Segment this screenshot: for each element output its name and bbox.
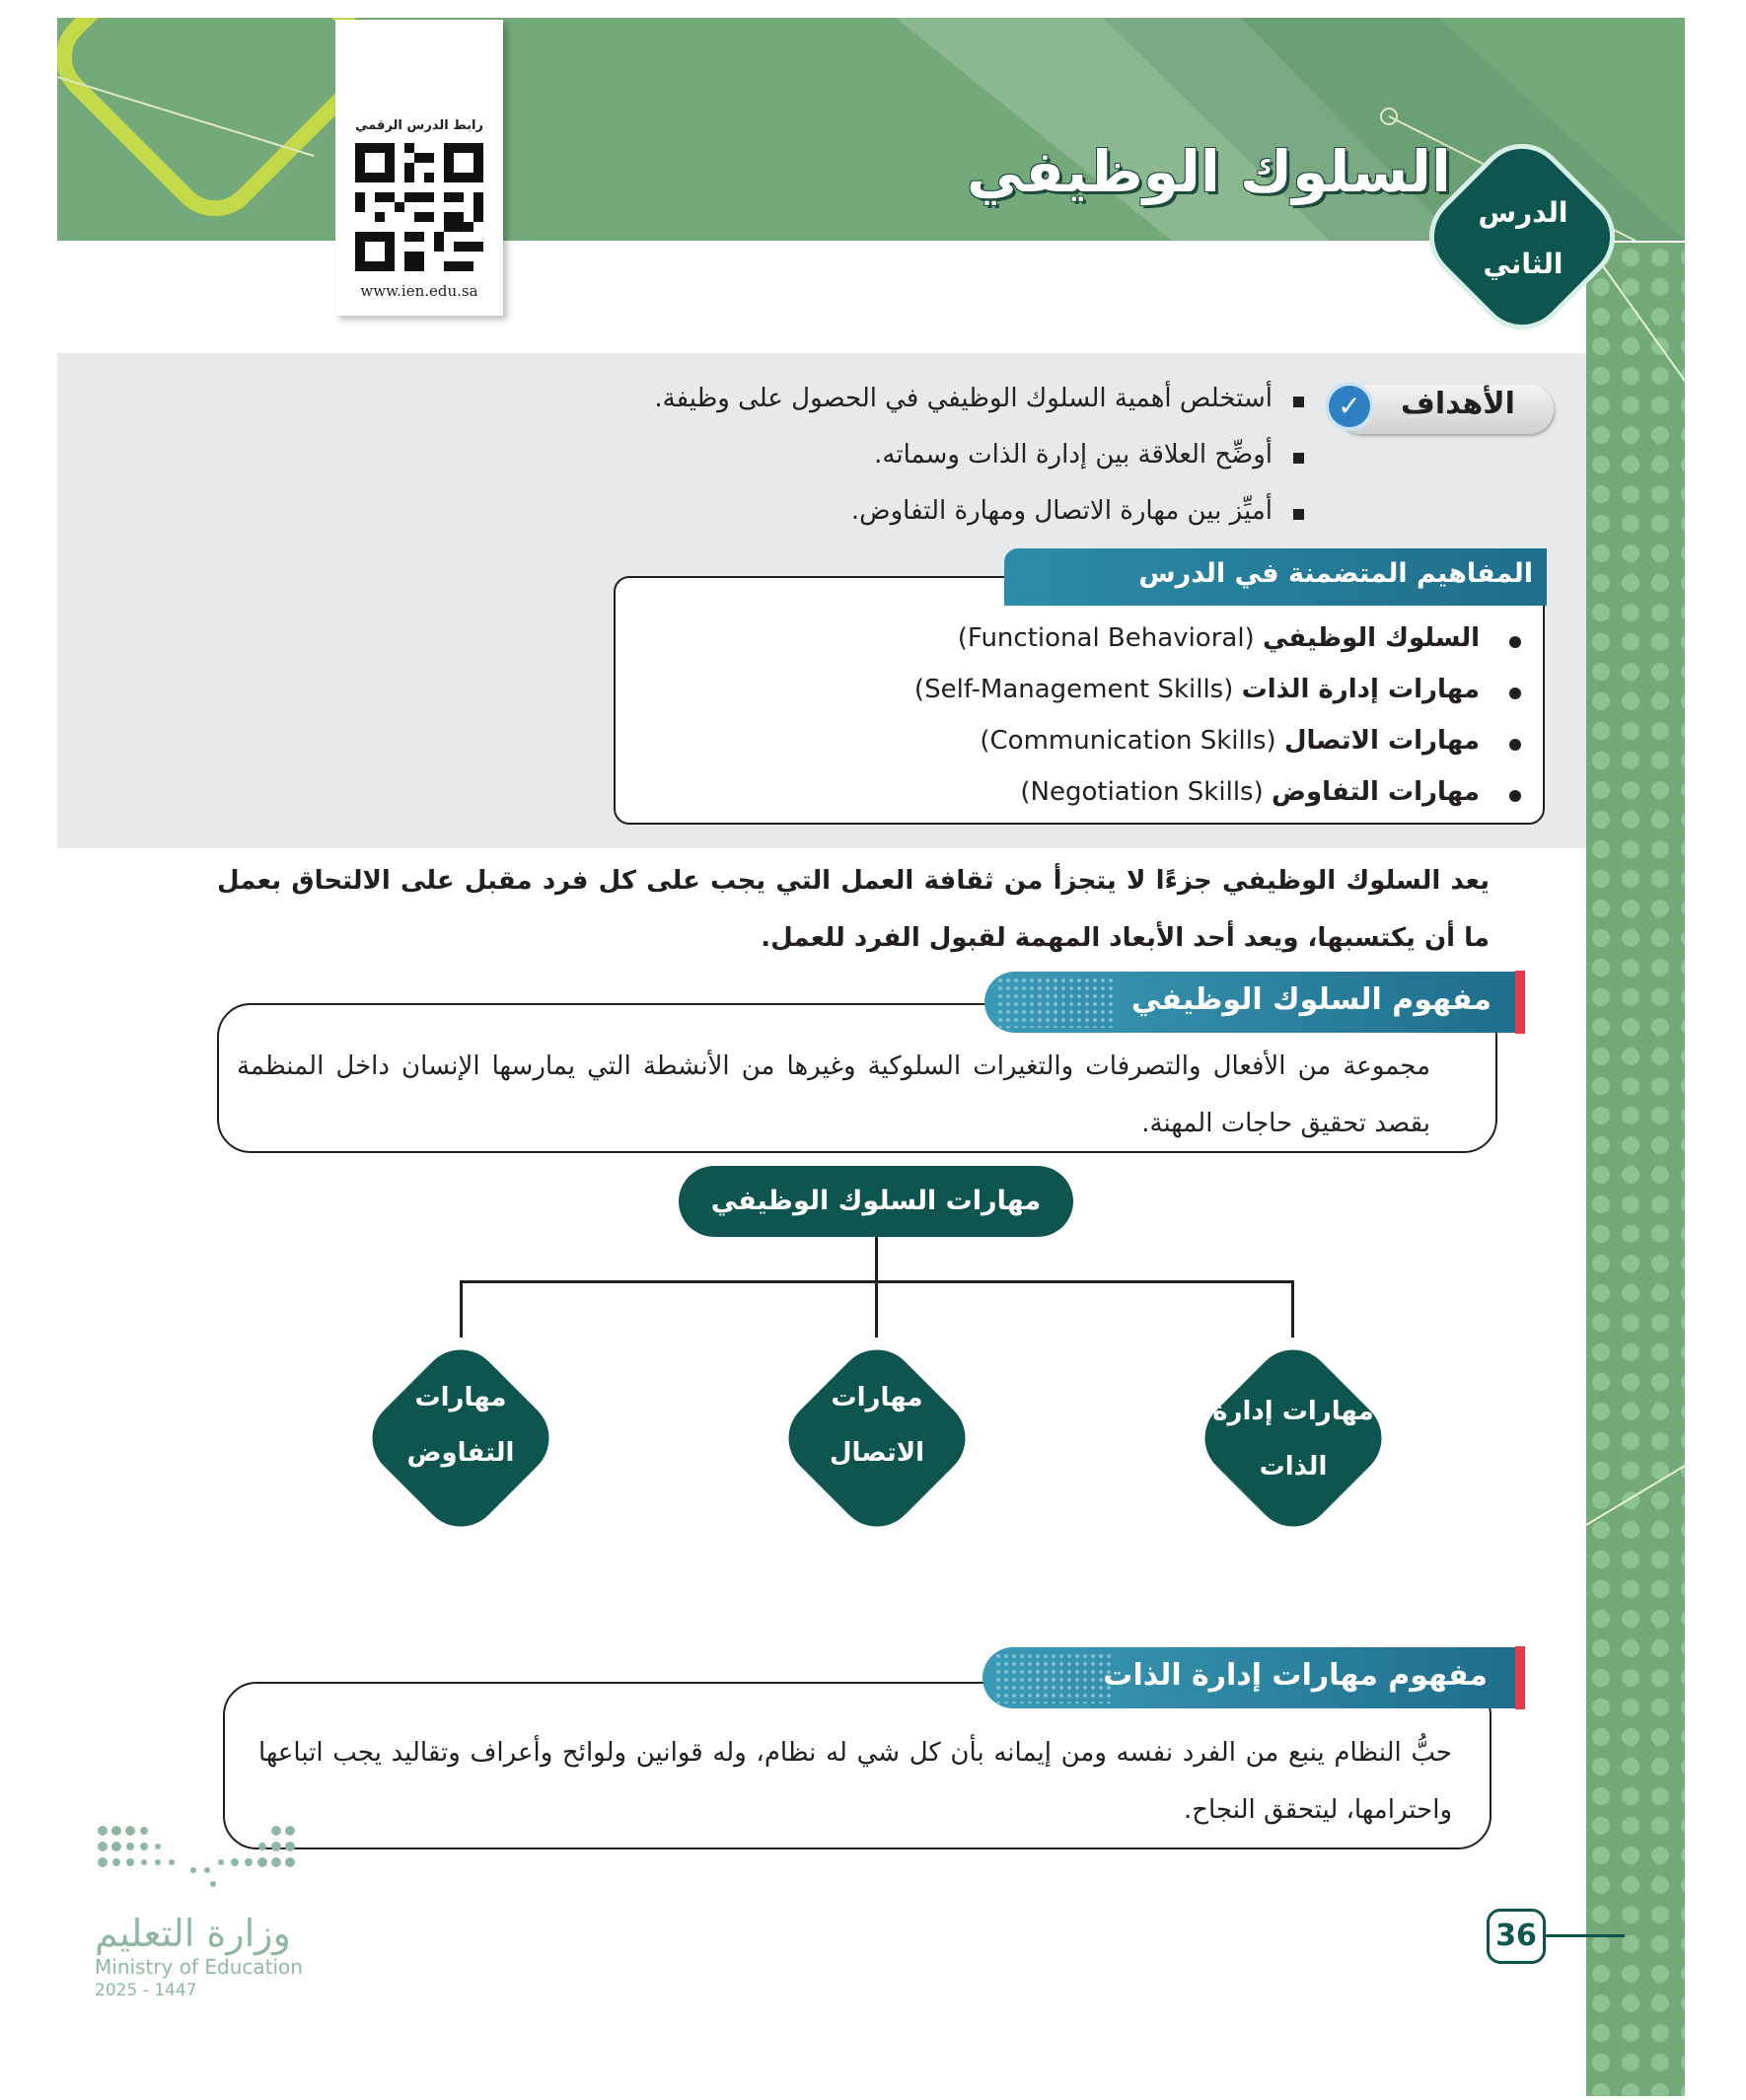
qr-card[interactable] <box>335 20 503 316</box>
section-self-management-heading: مفهوم مهارات إدارة الذات <box>1103 1658 1488 1693</box>
skill-node-line: مهارات <box>831 1383 923 1412</box>
tree-connector <box>460 1280 463 1338</box>
lesson-badge <box>1429 144 1617 331</box>
concept-bullet <box>1509 688 1521 699</box>
concept-ar: السلوك الوظيفي <box>1262 623 1480 653</box>
objective-bullet <box>1293 509 1304 520</box>
concept-bullet <box>1509 636 1521 648</box>
section-functional-behavior-heading: مفهوم السلوك الوظيفي <box>1130 982 1491 1017</box>
objective-item-3: أميِّز بين مهارة الاتصال ومهارة التفاوض. <box>850 496 1273 526</box>
objective-bullet <box>1293 397 1304 407</box>
lesson-number: الثاني <box>1483 248 1564 280</box>
objectives-heading: الأهداف <box>1401 387 1515 421</box>
concept-ar: مهارات إدارة الذات <box>1241 675 1480 704</box>
tree-connector <box>875 1237 878 1282</box>
concept-ar: مهارات الاتصال <box>1283 726 1480 756</box>
skill-node-communication <box>773 1335 981 1542</box>
section-self-management-body: حبُّ النظام ينبع من الفرد نفسه ومن إيمانه بأن كل شي له نظام، وله قوانين ولوائح وأعراف وتقاليد يجب اتباعها واحترامها، ليتحقق النجاح. <box>258 1738 1452 1825</box>
skill-node-label <box>1190 1384 1397 1494</box>
skill-node-label <box>357 1370 564 1481</box>
ministry-name-english: Ministry of Education <box>95 1955 303 1979</box>
decorative-dot-strip <box>1586 243 1685 2096</box>
concept-item-2 <box>914 675 1480 704</box>
check-icon: ✓ <box>1325 382 1374 431</box>
skill-node-line: مهارات <box>414 1383 507 1412</box>
skill-node-label <box>773 1370 981 1481</box>
objective-bullet <box>1293 453 1304 464</box>
intro-paragraph: يعد السلوك الوظيفي جزءًا لا يتجزأ من ثقافة العمل التي يجب على كل فرد مقبل على الالتحاق بعمل ما أن يكتسبها، ويعد أحد الأبعاد المهمة لقبول الفرد للعمل. <box>217 866 1490 953</box>
section-accent-bar <box>1515 1646 1525 1709</box>
page-title: السلوك الوظيفي <box>967 138 1451 205</box>
concept-en: (Communication Skills) <box>980 726 1276 756</box>
lesson-badge-text <box>1429 187 1617 290</box>
edition-year: 2025 - 1447 <box>95 1981 197 2000</box>
skill-node-line: مهارات إدارة <box>1212 1397 1374 1426</box>
concept-en: (Self-Management Skills) <box>913 675 1234 704</box>
skill-node-line: الاتصال <box>830 1438 924 1468</box>
page-number: 36 <box>1487 1909 1546 1964</box>
concepts-heading: المفاهيم المتضمنة في الدرس <box>1138 558 1533 589</box>
qr-url[interactable]: www.ien.edu.sa <box>360 282 478 300</box>
concept-item-3 <box>980 726 1480 756</box>
concept-en: (Functional Behavioral) <box>957 623 1255 653</box>
concept-item-4 <box>1020 777 1480 807</box>
concept-item-1 <box>958 623 1480 653</box>
skill-node-negotiation <box>357 1335 564 1542</box>
qr-label: رابط الدرس الرقمي <box>355 118 483 133</box>
dots-pattern-icon <box>1586 243 1685 2096</box>
skills-tree-root: مهارات السلوك الوظيفي <box>679 1166 1073 1237</box>
section-accent-bar <box>1515 971 1525 1034</box>
objective-item-2: أوضِّح العلاقة بين إدارة الذات وسماته. <box>874 440 1273 470</box>
ministry-logo-icon <box>95 1823 312 1892</box>
objective-item-1: أستخلص أهمية السلوك الوظيفي في الحصول على وظيفة. <box>654 384 1273 413</box>
skill-node-line: التفاوض <box>406 1438 515 1468</box>
page-number-connector <box>1546 1934 1625 1937</box>
dots-decoration-icon <box>994 1652 1113 1703</box>
concept-en: (Negotiation Skills) <box>1020 777 1264 807</box>
tree-connector <box>1291 1280 1294 1338</box>
section-functional-behavior-body: مجموعة من الأفعال والتصرفات والتغيرات السلوكية وغيرها من الأنشطة التي يمارسها الإنسان داخل المنظمة بقصد تحقيق حاجات المهنة. <box>237 1051 1430 1138</box>
skill-node-self-management <box>1190 1335 1397 1542</box>
qr-code-icon[interactable] <box>355 143 483 271</box>
lesson-label: الدرس <box>1478 196 1568 229</box>
concept-ar: مهارات التفاوض <box>1272 777 1480 807</box>
concept-bullet <box>1509 739 1521 751</box>
ministry-name-arabic: وزارة التعليم <box>95 1912 291 1955</box>
concept-bullet <box>1509 790 1521 802</box>
dots-decoration-icon <box>996 977 1115 1028</box>
tree-connector <box>875 1280 878 1338</box>
skill-node-line: الذات <box>1259 1452 1328 1482</box>
